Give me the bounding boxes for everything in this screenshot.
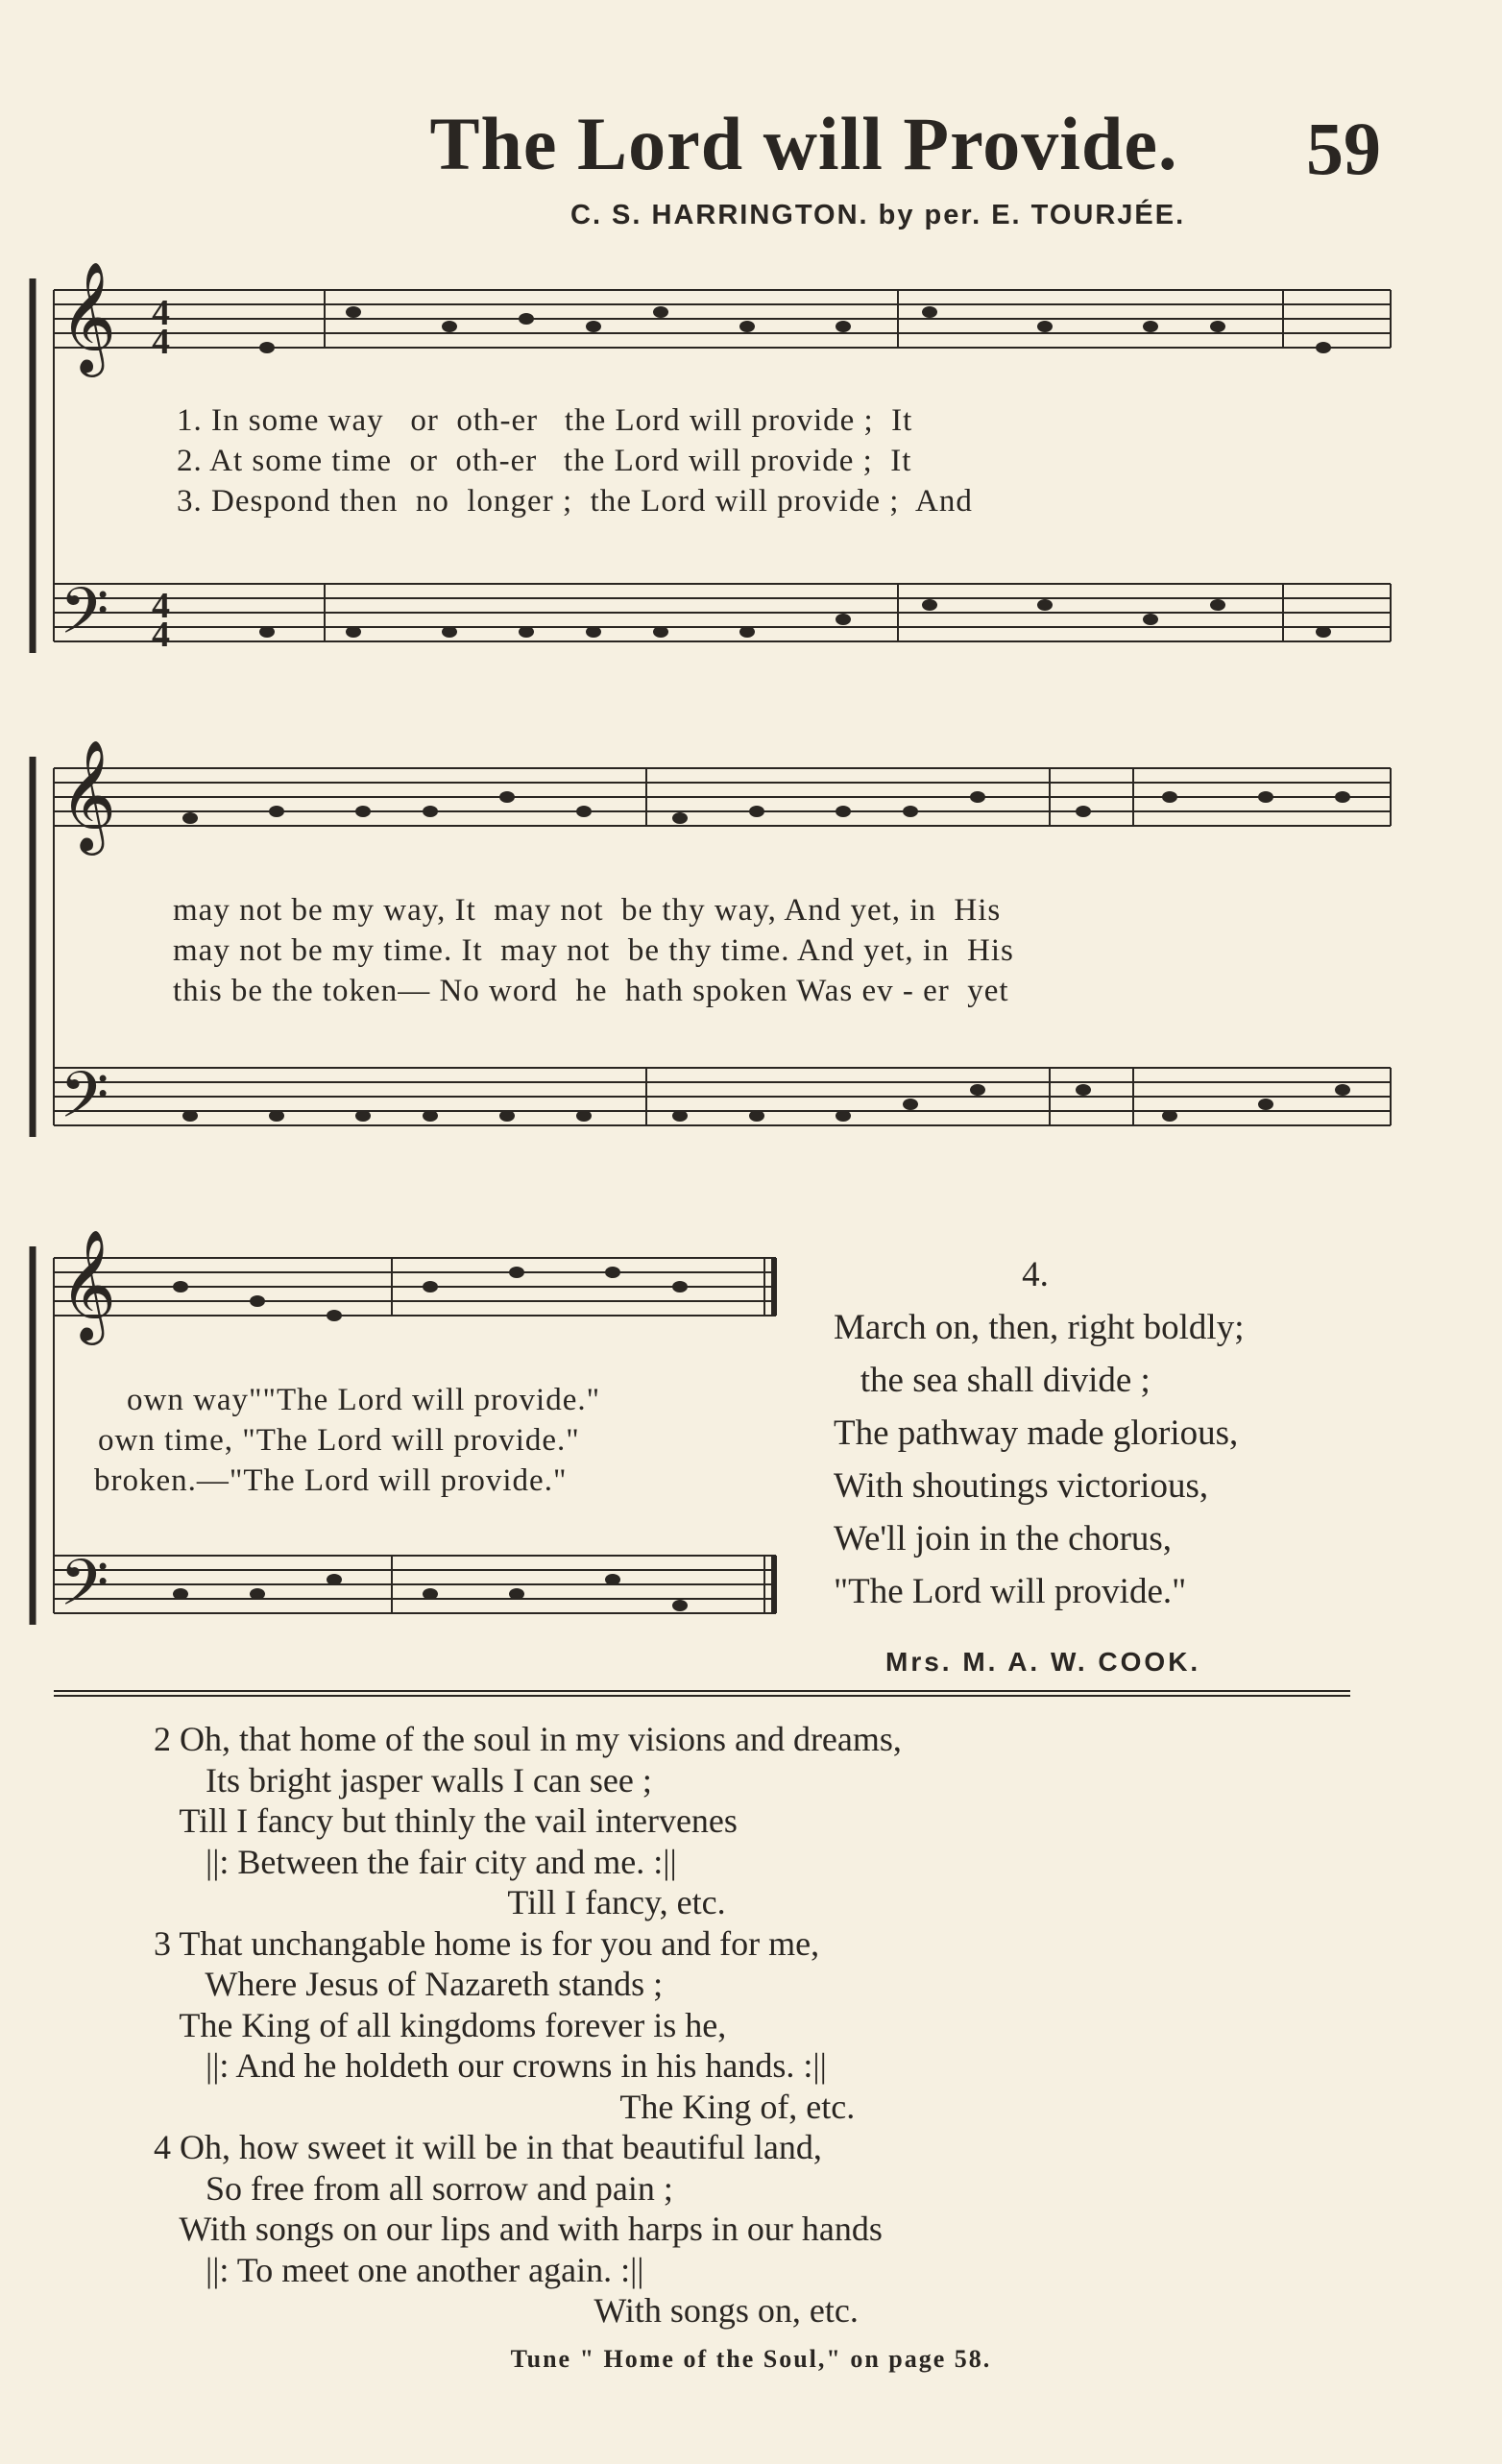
svg-text:𝄞: 𝄞 — [60, 738, 117, 851]
stanza-line: 3 That unchangable home is for you and for me, — [154, 1923, 820, 1963]
stanza-line: 2 Oh, that home of the soul in my visions and dreams, — [154, 1720, 902, 1758]
tune-reference: Tune " Home of the Soul," on page 58. — [510, 2345, 992, 2373]
lyric-verse-3: this be the token— No word he hath spoken Was ev - er yet — [173, 974, 1009, 1008]
verse-4-number: 4. — [1022, 1255, 1049, 1294]
verse-4-line: We'll join in the chorus, — [834, 1519, 1173, 1558]
lyricist-credit: Mrs. M. A. W. COOK. — [885, 1647, 1201, 1677]
title-container — [0, 101, 1502, 187]
stanza-line: With songs on, etc. — [154, 2291, 859, 2330]
stanza-line: With songs on our lips and with harps in our hands — [154, 2210, 883, 2248]
music-system-2 — [27, 739, 1400, 1181]
verse-4-block — [834, 1248, 1245, 1688]
svg-text:𝄢: 𝄢 — [60, 1058, 109, 1147]
lyric-verse-2: own time, "The Lord will provide." — [98, 1423, 580, 1458]
svg-text:4: 4 — [152, 615, 170, 655]
svg-text:4: 4 — [152, 293, 170, 333]
svg-text:𝄞: 𝄞 — [60, 260, 117, 373]
lyric-verse-2: may not be my time. It may not be thy time. And yet, in His — [173, 933, 1014, 968]
page-number: 59 — [1306, 107, 1381, 190]
stanza-line: The King of, etc. — [154, 2087, 856, 2126]
stanza-line: ||: Between the fair city and me. :|| — [154, 1842, 677, 1881]
stanza-line: Where Jesus of Nazareth stands ; — [154, 1965, 664, 2003]
section-divider — [54, 1690, 1350, 1696]
verse-4-line: March on, then, right boldly; — [834, 1308, 1245, 1347]
verse-4-line: "The Lord will provide." — [834, 1572, 1187, 1611]
lyric-verse-1: own way""The Lord will provide." — [127, 1383, 601, 1417]
svg-text:4: 4 — [152, 322, 170, 362]
lyric-verse-3: 3. Despond then no longer ; the Lord will provide ; And — [177, 484, 973, 519]
svg-text:𝄢: 𝄢 — [60, 574, 109, 664]
music-system-3 — [27, 1229, 795, 1652]
composer-credit: C. S. HARRINGTON. by per. E. TOURJÉE. — [570, 200, 1186, 230]
svg-text:𝄢: 𝄢 — [60, 1546, 109, 1635]
music-system-1 — [27, 260, 1400, 701]
additional-stanzas — [154, 1719, 902, 2331]
stanza-line: The King of all kingdoms forever is he, — [154, 2005, 727, 2044]
stanza-line: Its bright jasper walls I can see ; — [154, 1760, 652, 1800]
stanza-line: Till I fancy, etc. — [154, 1883, 726, 1921]
verse-4-line: the sea shall divide ; — [834, 1361, 1151, 1400]
lyric-verse-2: 2. At some time or oth-er the Lord will provide ; It — [177, 444, 912, 478]
verse-4-line: The pathway made glorious, — [834, 1413, 1239, 1453]
stanza-line: ||: And he holdeth our crowns in his hands. :|| — [154, 2046, 827, 2085]
lyric-verse-3: broken.—"The Lord will provide." — [94, 1463, 568, 1498]
stanza-line: ||: To meet one another again. :|| — [154, 2250, 644, 2289]
svg-text:𝄞: 𝄞 — [60, 1228, 117, 1341]
hymn-title: The Lord will Provide. — [429, 102, 1178, 185]
lyric-verse-1: 1. In some way or oth-er the Lord will provide ; It — [177, 403, 913, 438]
svg-text:4: 4 — [152, 586, 170, 626]
verse-4-line: With shoutings victorious, — [834, 1466, 1209, 1506]
lyric-verse-1: may not be my way, It may not be thy way, And yet, in His — [173, 893, 1002, 928]
stanza-line: 4 Oh, how sweet it will be in that beautiful land, — [154, 2128, 822, 2166]
stanza-line: So free from all sorrow and pain ; — [154, 2168, 673, 2208]
stanza-line: Till I fancy but thinly the vail intervenes — [154, 1801, 738, 1840]
